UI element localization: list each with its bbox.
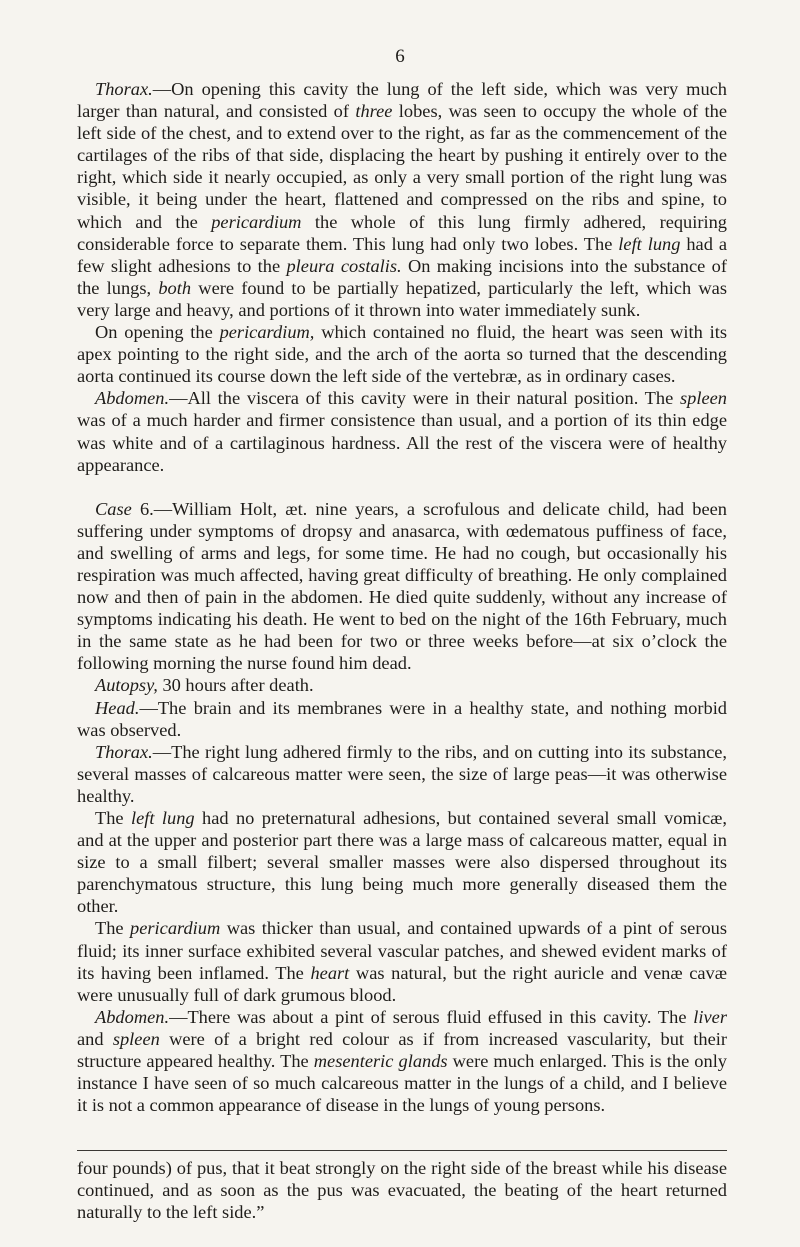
paragraph-pericardium-case6 xyxy=(77,917,727,1005)
text-run: which contained no fluid, the heart was seen with its apex pointing to the right side, and the arch of the aorta so turned that the descending aorta continued its course down the left side of the vertebræ, as in ordinary cases. xyxy=(77,322,727,387)
paragraph-abdomen-case5 xyxy=(77,387,727,475)
text-run: four pounds) of pus, that it beat strongly on the right side of the breast while his disease continued, and as soon as the pus was evacuated, the beating of the heart returned naturally to the left side.” xyxy=(77,1158,727,1223)
text-run: —The brain and its membranes were in a healthy state, and nothing morbid was observed. xyxy=(77,697,727,740)
paragraph-head xyxy=(77,697,727,741)
italic-term: left lung xyxy=(618,233,681,254)
italic-term: Autopsy, xyxy=(95,675,158,696)
italic-term: Thorax. xyxy=(95,741,153,762)
italic-term: Abdomen. xyxy=(95,1006,170,1027)
paragraph-case6-history xyxy=(77,498,727,675)
text-run: were of a bright red colour as if from increased vascularity, but their structure appeared healthy. The xyxy=(77,1028,727,1072)
italic-term: heart xyxy=(310,962,350,983)
text-run: —On opening this cavity the lung of the left side, which was very much larger than natural, and consisted of xyxy=(77,79,727,122)
text-run: lobes, was seen to occupy the whole of the left side of the chest, and to extend over to the right, as far as the commencement of the cartilages of the ribs of that side, displacing the heart by pushing it entirely over to the right, which side it nearly occupied, as only a very small portion of the right lung was visible, it being under the heart, flattened and compressed on the ribs and spine, to which and the xyxy=(77,101,727,232)
text-run: and xyxy=(77,1028,113,1049)
italic-term: mesenteric glands xyxy=(313,1051,448,1072)
text-run: On making incisions into the substance of the lungs, xyxy=(77,255,727,298)
text-run: The xyxy=(95,808,131,828)
italic-term: spleen xyxy=(112,1028,160,1049)
text-run: had no preternatural adhesions, but contained several small vomicæ, and at the upper and posterior part there was a large mass of calcareous matter, equal in size to a small filbert; several smaller masses were also dispersed throughout its parenchymatous structure, this lung being much more generally diseased them the other. xyxy=(77,808,727,917)
text-run: was natural, but the right auricle and venæ cavæ were unusually full of dark grumous blood. xyxy=(77,962,728,1005)
footnote-divider xyxy=(77,1150,727,1151)
italic-term: pericardium, xyxy=(219,322,315,343)
italic-term: pleura costalis. xyxy=(286,255,402,276)
text-run: 30 hours after death. xyxy=(157,675,314,696)
italic-term: three xyxy=(355,101,393,122)
italic-term: Abdomen. xyxy=(95,388,170,409)
text-run: —All the viscera of this cavity were in their natural position. The xyxy=(169,388,681,409)
text-run: 6.—William Holt, æt. nine years, a scrofulous and delicate child, had been suffering under symptoms of dropsy and anasarca, with œdematous puffiness of face, and swelling of arms and legs, for some time. He had no cough, but occasionally his respiration was much affected, having great difficulty of breathing. He only complained now and then of pain in the abdomen. He died quite suddenly, without any increase of symptoms indicating his death. He went to bed on the night of the 16th February, much in the same state as he had been for two or three weeks before—at six o’clock the following morning the nurse found him dead. xyxy=(77,498,727,674)
italic-term: left lung xyxy=(131,808,195,828)
text-run: had a few slight adhesions to the xyxy=(77,233,727,276)
italic-term: Head. xyxy=(95,697,140,718)
italic-term: Case xyxy=(95,498,132,519)
paragraph-thorax-case5 xyxy=(77,78,727,321)
italic-term: both xyxy=(158,277,192,298)
paragraph-abdomen-case6 xyxy=(77,1006,727,1116)
italic-term: spleen xyxy=(680,388,727,409)
body-text xyxy=(77,78,727,1116)
paragraph-autopsy xyxy=(77,674,727,696)
italic-term: pericardium xyxy=(130,918,221,939)
text-run: was of a much harder and firmer consistence than usual, and a portion of its thin edge was white and of a cartilaginous hardness. All the rest of the viscera were of healthy appearance. xyxy=(77,410,727,475)
paragraph-pericardium-case5 xyxy=(77,321,727,387)
text-run: were much enlarged. This is the only instance I have seen of so much calcareous matter in the lungs of a child, and I believe it is not a common appearance of disease in the lungs of young persons. xyxy=(77,1051,727,1116)
text-run: were found to be partially hepatized, particularly the left, which was very large and heavy, and portions of it thrown into water immediately sunk. xyxy=(77,277,727,320)
paragraph-thorax-case6 xyxy=(77,741,727,807)
italic-term: liver xyxy=(693,1006,727,1027)
text-run: The xyxy=(95,918,131,939)
footnote-text xyxy=(77,1157,727,1223)
page-number: 6 xyxy=(395,46,405,67)
text-run: the whole of this lung firmly adhered, requiring considerable force to separate them. This lung had only two lobes. The xyxy=(77,211,727,254)
footnote xyxy=(77,1157,727,1223)
text-run: —There was about a pint of serous fluid effused in this cavity. The xyxy=(169,1006,694,1027)
paragraph-left-lung xyxy=(77,807,727,917)
text-run: —The right lung adhered firmly to the ribs, and on cutting into its substance, several masses of calcareous matter were seen, the size of large peas—it was otherwise healthy. xyxy=(77,741,727,806)
text-run: On opening the xyxy=(95,322,220,343)
text-run: was thicker than usual, and contained upwards of a pint of serous fluid; its inner surface exhibited several vascular patches, and shewed evident marks of its having been inflamed. The xyxy=(77,918,727,983)
italic-term: Thorax. xyxy=(95,79,153,99)
italic-term: pericardium xyxy=(211,211,302,232)
